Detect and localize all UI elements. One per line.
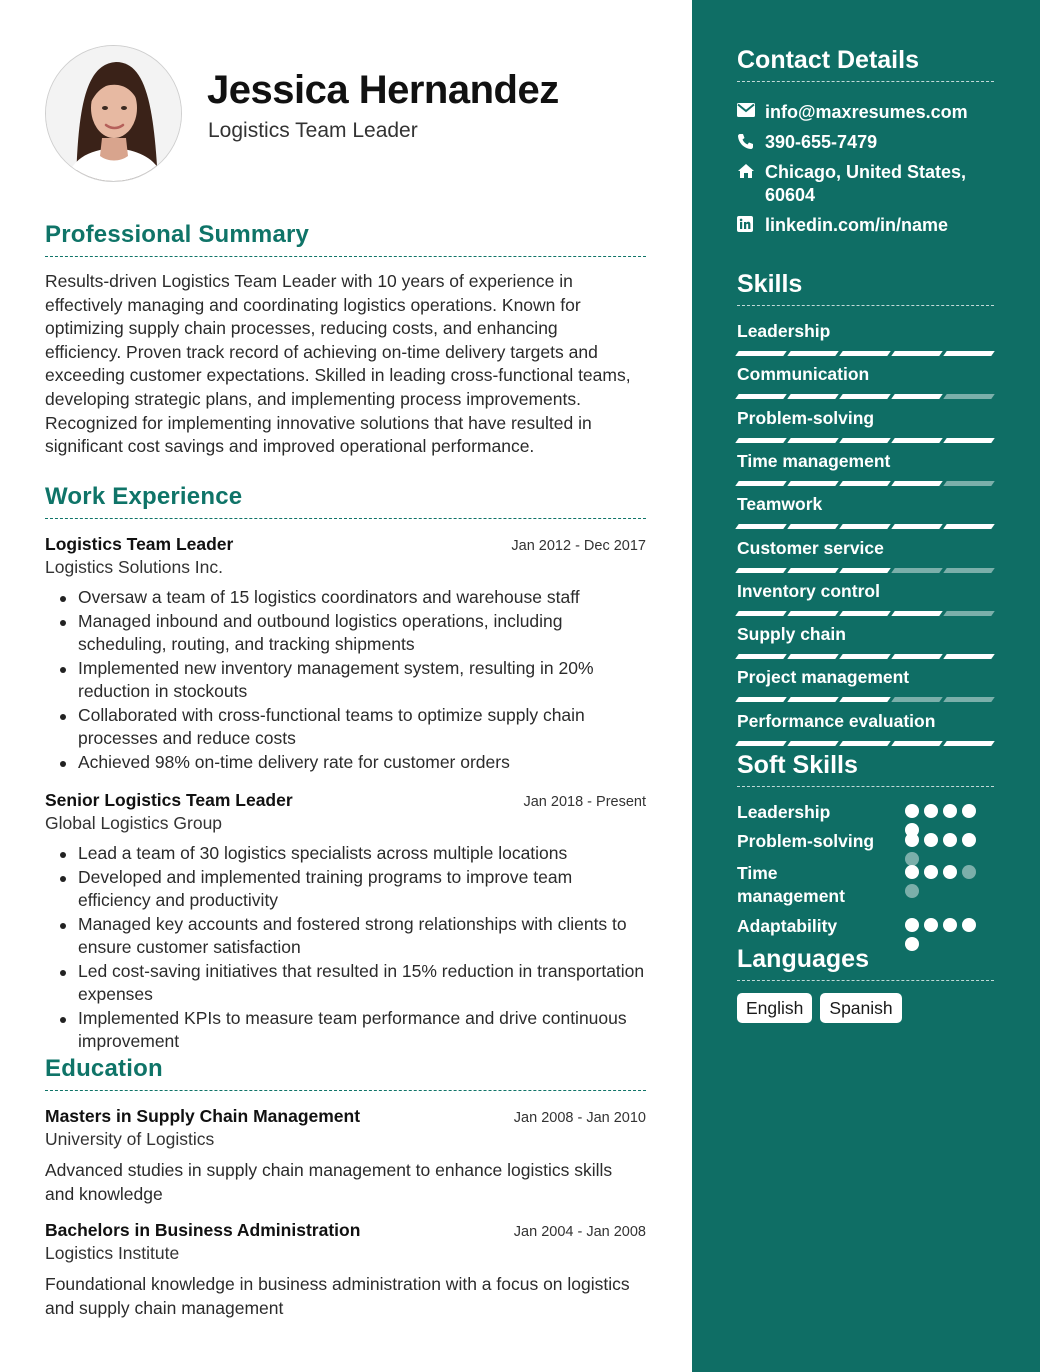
skill-level-segment bbox=[735, 611, 787, 616]
skill-level-bar bbox=[737, 438, 994, 443]
contact-heading: Contact Details bbox=[737, 46, 994, 82]
skill-name: Supply chain bbox=[737, 624, 846, 645]
envelope-icon bbox=[737, 101, 765, 122]
sidebar bbox=[692, 0, 1040, 1372]
contact-address bbox=[737, 161, 994, 207]
skill-level-segment bbox=[839, 654, 891, 659]
education-dates: Jan 2004 - Jan 2008 bbox=[513, 1224, 646, 1240]
skill-item bbox=[737, 624, 994, 659]
skill-level-segment bbox=[735, 697, 787, 702]
skill-item bbox=[737, 581, 994, 616]
skills-heading: Skills bbox=[737, 270, 994, 306]
job-bullet: Collaborated with cross-functional teams to optimize supply chain processes and reduce costs bbox=[78, 704, 646, 751]
job-bullet: Implemented new inventory management system, resulting in 20% reduction in stockouts bbox=[78, 657, 646, 704]
job-bullet: Lead a team of 30 logistics specialists across multiple locations bbox=[78, 842, 646, 866]
skill-level-bar bbox=[737, 394, 994, 399]
skill-level-segment bbox=[839, 394, 891, 399]
rating-dot bbox=[905, 833, 919, 847]
contact-linkedin bbox=[737, 214, 994, 237]
skill-level-segment bbox=[839, 524, 891, 529]
skill-name: Leadership bbox=[737, 321, 831, 341]
skill-level-segment bbox=[943, 654, 995, 659]
skill-level-segment bbox=[839, 351, 891, 356]
skill-level-bar bbox=[737, 741, 994, 746]
phone-text: 390-655-7479 bbox=[765, 132, 878, 152]
skill-level-segment bbox=[787, 438, 839, 443]
skill-level-segment bbox=[787, 611, 839, 616]
summary-text: Results-driven Logistics Team Leader with 10 years of experience in effectively managing and coordinating logistics operations. Known for optimizing supply chain processes, reducing costs, and enhancing efficiency. Proven track record of achieving on-time delivery targets and exceeding customer expectations. Skilled in leading cross-functional teams, developing strategic plans, and implementing process improvements. Recognized for implementing innovative solutions that have resulted in significant cost savings and improved operational performance. bbox=[45, 271, 631, 457]
skill-level-segment bbox=[891, 654, 943, 659]
skill-level-segment bbox=[787, 654, 839, 659]
skill-item bbox=[737, 538, 994, 573]
skill-level-segment bbox=[787, 481, 839, 486]
skill-level-segment bbox=[943, 568, 995, 573]
language-tag: English bbox=[737, 993, 812, 1023]
experience-heading: Work Experience bbox=[45, 483, 646, 519]
soft-skill-name: Time management bbox=[737, 863, 845, 906]
languages-list bbox=[737, 993, 902, 1023]
skill-level-segment bbox=[891, 481, 943, 486]
skill-item bbox=[737, 451, 994, 486]
skill-level-segment bbox=[839, 481, 891, 486]
education-entry bbox=[45, 1106, 646, 1206]
skill-level-segment bbox=[787, 394, 839, 399]
skill-level-segment bbox=[787, 351, 839, 356]
rating-dot bbox=[962, 918, 976, 932]
skill-level-segment bbox=[735, 438, 787, 443]
skill-level-segment bbox=[943, 481, 995, 486]
rating-dot bbox=[943, 833, 957, 847]
address-text: Chicago, United States, 60604 bbox=[765, 162, 967, 205]
skill-level-segment bbox=[839, 611, 891, 616]
school-name: University of Logistics bbox=[45, 1129, 215, 1149]
job-bullet: Led cost-saving initiatives that resulted in 15% reduction in transportation expenses bbox=[78, 960, 646, 1007]
home-icon bbox=[737, 161, 765, 184]
soft-skill-rating bbox=[905, 833, 985, 866]
skill-level-segment bbox=[891, 697, 943, 702]
phone-icon bbox=[737, 131, 765, 155]
avatar-icon bbox=[46, 46, 182, 182]
job-entry bbox=[45, 534, 646, 774]
candidate-name: Jessica Hernandez bbox=[207, 68, 559, 112]
skill-level-bar bbox=[737, 568, 994, 573]
education-description: Foundational knowledge in business administration with a focus on logistics and supply chain management bbox=[45, 1274, 630, 1318]
summary-heading: Professional Summary bbox=[45, 221, 646, 257]
profile-photo bbox=[45, 45, 182, 182]
job-company: Logistics Solutions Inc. bbox=[45, 557, 224, 577]
soft-skill-rating bbox=[905, 865, 985, 898]
linkedin-icon bbox=[737, 214, 765, 237]
skill-level-segment bbox=[943, 394, 995, 399]
skill-level-segment bbox=[735, 481, 787, 486]
skill-level-segment bbox=[943, 741, 995, 746]
skill-level-segment bbox=[891, 438, 943, 443]
skill-level-segment bbox=[891, 568, 943, 573]
skill-name: Customer service bbox=[737, 537, 884, 558]
skill-level-bar bbox=[737, 654, 994, 659]
skill-name: Performance evaluation bbox=[737, 710, 936, 731]
skill-level-segment bbox=[735, 351, 787, 356]
skill-level-segment bbox=[891, 351, 943, 356]
education-entry bbox=[45, 1220, 646, 1320]
skill-level-segment bbox=[735, 654, 787, 659]
skill-level-segment bbox=[943, 351, 995, 356]
skill-level-segment bbox=[735, 568, 787, 573]
skill-level-segment bbox=[891, 741, 943, 746]
education-dates: Jan 2008 - Jan 2010 bbox=[513, 1110, 646, 1126]
skill-level-segment bbox=[891, 524, 943, 529]
skill-level-segment bbox=[891, 611, 943, 616]
job-entry bbox=[45, 790, 646, 1054]
rating-dot bbox=[943, 865, 957, 879]
skill-level-segment bbox=[787, 568, 839, 573]
skill-item bbox=[737, 408, 994, 443]
skill-level-bar bbox=[737, 351, 994, 356]
contact-phone bbox=[737, 131, 994, 155]
degree-title: Masters in Supply Chain Management bbox=[45, 1106, 361, 1126]
rating-dot bbox=[905, 884, 919, 898]
skill-level-segment bbox=[839, 741, 891, 746]
contact-email bbox=[737, 101, 994, 124]
skill-level-bar bbox=[737, 481, 994, 486]
skill-level-segment bbox=[735, 394, 787, 399]
skill-level-segment bbox=[839, 438, 891, 443]
skill-level-segment bbox=[943, 438, 995, 443]
job-bullet: Managed inbound and outbound logistics operations, including scheduling, routing, and tracking shipments bbox=[78, 610, 646, 657]
skill-name: Communication bbox=[737, 364, 870, 385]
skill-level-segment bbox=[787, 697, 839, 702]
email-text: info@maxresumes.com bbox=[765, 102, 968, 122]
skill-item bbox=[737, 321, 994, 356]
skill-level-segment bbox=[735, 741, 787, 746]
job-bullet: Managed key accounts and fostered strong relationships with clients to ensure customer satisfaction bbox=[78, 913, 646, 960]
skill-level-segment bbox=[735, 524, 787, 529]
job-bullets bbox=[45, 586, 646, 774]
linkedin-text: linkedin.com/in/name bbox=[765, 215, 949, 235]
rating-dot bbox=[962, 833, 976, 847]
skill-name: Teamwork bbox=[737, 494, 823, 515]
skill-level-segment bbox=[943, 524, 995, 529]
soft-skills-heading: Soft Skills bbox=[737, 751, 994, 787]
rating-dot bbox=[962, 865, 976, 879]
job-title: Senior Logistics Team Leader bbox=[45, 790, 293, 810]
language-tag: Spanish bbox=[820, 993, 901, 1023]
job-bullet: Oversaw a team of 15 logistics coordinators and warehouse staff bbox=[78, 586, 646, 610]
job-company: Global Logistics Group bbox=[45, 813, 223, 833]
job-bullets bbox=[45, 842, 646, 1054]
rating-dot bbox=[924, 918, 938, 932]
rating-dot bbox=[924, 865, 938, 879]
skill-level-segment bbox=[839, 697, 891, 702]
rating-dot bbox=[905, 852, 919, 866]
skill-level-segment bbox=[943, 697, 995, 702]
job-dates: Jan 2018 - Present bbox=[523, 794, 646, 810]
skill-item bbox=[737, 667, 994, 702]
skill-level-bar bbox=[737, 697, 994, 702]
skill-level-bar bbox=[737, 611, 994, 616]
skill-item bbox=[737, 711, 994, 746]
skill-name: Inventory control bbox=[737, 580, 880, 601]
skill-level-segment bbox=[787, 741, 839, 746]
skill-level-segment bbox=[839, 568, 891, 573]
soft-skill-name: Leadership bbox=[737, 802, 831, 822]
school-name: Logistics Institute bbox=[45, 1243, 180, 1263]
rating-dot bbox=[962, 804, 976, 818]
skill-name: Problem-solving bbox=[737, 407, 875, 428]
education-description: Advanced studies in supply chain management to enhance logistics skills and knowledge bbox=[45, 1160, 613, 1204]
rating-dot bbox=[905, 865, 919, 879]
job-bullet: Implemented KPIs to measure team performance and drive continuous improvement bbox=[78, 1007, 646, 1054]
education-heading: Education bbox=[45, 1055, 646, 1091]
job-bullet: Achieved 98% on-time delivery rate for customer orders bbox=[78, 751, 646, 775]
rating-dot bbox=[924, 833, 938, 847]
skill-level-segment bbox=[787, 524, 839, 529]
skill-item bbox=[737, 364, 994, 399]
soft-skill-name: Adaptability bbox=[737, 916, 838, 936]
languages-heading: Languages bbox=[737, 945, 994, 981]
skill-level-segment bbox=[943, 611, 995, 616]
degree-title: Bachelors in Business Administration bbox=[45, 1220, 361, 1240]
skill-name: Project management bbox=[737, 667, 910, 688]
skill-level-segment bbox=[891, 394, 943, 399]
rating-dot bbox=[924, 804, 938, 818]
candidate-role: Logistics Team Leader bbox=[208, 119, 418, 142]
skill-level-bar bbox=[737, 524, 994, 529]
rating-dot bbox=[943, 804, 957, 818]
job-dates: Jan 2012 - Dec 2017 bbox=[511, 538, 646, 554]
rating-dot bbox=[943, 918, 957, 932]
skill-item bbox=[737, 494, 994, 529]
skill-name: Time management bbox=[737, 450, 891, 471]
soft-skill-name: Problem-solving bbox=[737, 831, 875, 851]
rating-dot bbox=[905, 804, 919, 818]
job-bullet: Developed and implemented training programs to improve team efficiency and productivity bbox=[78, 866, 646, 913]
job-title: Logistics Team Leader bbox=[45, 534, 234, 554]
rating-dot bbox=[905, 918, 919, 932]
